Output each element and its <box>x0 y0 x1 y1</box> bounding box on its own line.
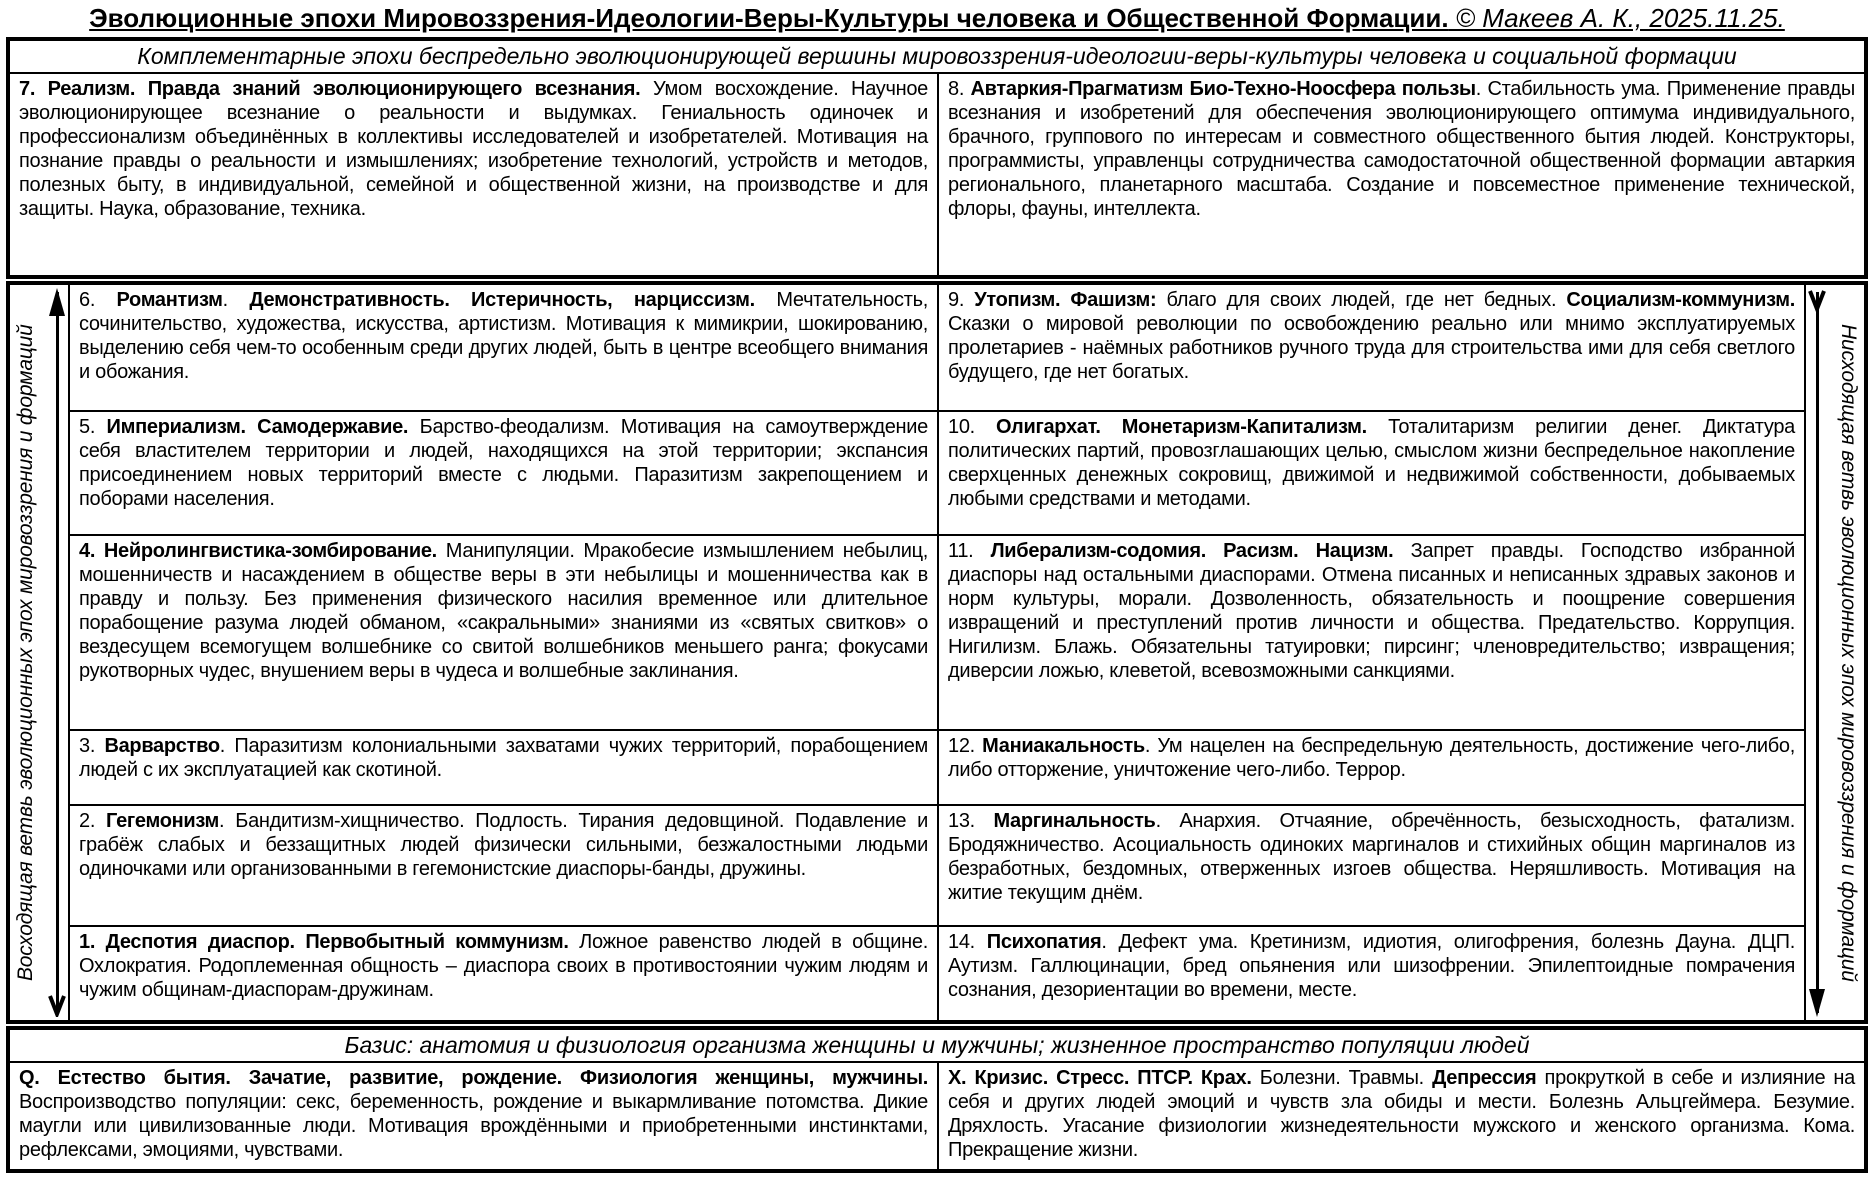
block-x-crisis: X. Кризис. Стресс. ПТСР. Крах. Болезни. Травмы. Депрессия прокруткой в себе и излияние на себя и других людей эмоций и чувств зла обиды и мести. Болезнь Альцгеймера. Безумие. Дряхлость. Угасание физиологии жизнедеятельности мужского и женского организма. Кома. Прекращение жизни. <box>937 1063 1864 1169</box>
epoch-block-14: 14. Психопатия. Дефект ума. Кретинизм, идиотия, олигофрения, болезнь Дауна. ДЦП. Аутизм. Галлюцинации, бред опьянения или шизофрении. Эпилептоидные помрачения сознания, дезориентации во времени, месте. <box>937 927 1804 1020</box>
epoch-block-9: 9. Утопизм. Фашизм: благо для своих людей, где нет бедных. Социализм-коммунизм. Сказки о мировой революции по освобождению реально или мнимо эксплуатируемых пролетариев - наёмных работников ручного труда для строительства ими для себя светлого будущего, где нет богатых. <box>937 285 1804 410</box>
epoch-grid <box>68 285 1806 1020</box>
epoch-block-4: 4. Нейролингвистика-зомбирование. Манипуляции. Мракобесие измышлением небылиц, мошенничеств и насаждением в обществе веры в эти небылицы и мошенничества как в правду и пользу. Без применения физического насилия временное или длительное порабощение разума людей обманом, «сакральными» знаниями из «святых свитков» о вездесущем всемогущем волшебнике со свитой волшебников меньшего ранга; фокусами рукотворных чудес, внушением веры в чудеса и волшебные заклинания. <box>79 540 929 682</box>
complementary-epochs-band: Комплементарные эпохи беспредельно эволюционирующей вершины мировоззрения-идеологии-веры-культуры человека и социальной формации <box>10 41 1864 74</box>
epoch-row-2 <box>70 410 1804 534</box>
epoch-block-1: 1. Деспотия диаспор. Первобытный коммунизм. Ложное равенство людей в общине. Охлократия. Родоплеменная общность – диаспора своих в противостоянии чужим людям и чужим общинам-диаспорам-дружинам. <box>79 931 929 1001</box>
epoch-block-6: 6. Романтизм. Демонстративность. Истеричность, нарциссизм. Мечтательность, сочинительство, художества, искусства, артистизм. Мотивация к мимикрии, шокированию, выделению себя чем-то особенным среди других людей, быть в центре всеобщего внимания и обожания. <box>79 289 928 383</box>
epoch-block-10: 10. Олигархат. Монетаризм-Капитализм. Тоталитаризм религии денег. Диктатура политических партий, провозглашающих целью, смыслом жизни беспредельное накопление сверхценных денежных сокровищ, движимой и недвижимой собственности, добываемых любыми средствами и методами. <box>937 412 1804 534</box>
top-section <box>6 37 1868 279</box>
ascending-axis-label: Восходящая ветвь эволюционных эпох мировоззрения и формаций <box>14 324 37 981</box>
top-columns <box>10 74 1864 275</box>
epoch-block-5: 5. Империализм. Самодержавие. Барство-феодализм. Мотивация на самоутверждение себя властителем территории и людей, находящихся на этой территории; экспансия присоединением новых территорий вместе с людьми. Паразитизм закрепощением и поборами населения. <box>79 416 928 510</box>
descending-axis <box>1806 285 1864 1020</box>
epoch-block-13: 13. Маргинальность. Анархия. Отчаяние, обречённость, безысходность, фатализм. Бродяжничество. Асоциальность одиноких маргиналов и стихийных общин маргиналов из безработных, бездомных, отверженных изгоев общества. Неряшливость. Мотивация на житие текущим днём. <box>937 806 1804 925</box>
epoch-row-6 <box>70 925 1804 1020</box>
down-arrow-icon <box>1808 288 1826 1017</box>
ascending-axis <box>10 285 68 1020</box>
epoch-block-3: 3. Варварство. Паразитизм колониальными захватами чужих территорий, порабощением людей с их эксплуатацией как скотиной. <box>79 735 928 781</box>
bottom-columns <box>10 1063 1864 1169</box>
epoch-row-4 <box>70 729 1804 804</box>
epoch-block-12: 12. Маниакальность. Ум нацелен на беспредельную деятельность, достижение чего-либо, либо отторжение, уничтожение чего-либо. Террор. <box>937 731 1804 804</box>
epoch-block-11: 11. Либерализм-содомия. Расизм. Нацизм. Запрет правды. Господство избранной диаспоры над остальными диаспорами. Отмена писанных и неписанных здравых законов и норм культуры, морали. Дозволенность, обязательность и поощрение совершения извращений и преступлений против личности и общества. Предательство. Коррупция. Нигилизм. Блажь. Обязательны татуировки; пирсинг; членовредительство; извращения; диверсии ложью, клеветой, всевозможными санкциями. <box>937 536 1804 729</box>
epoch-row-3 <box>70 534 1804 729</box>
epoch-row-1 <box>70 285 1804 410</box>
descending-axis-label: Нисходящая ветвь эволюционных эпох мировоззрения и формаций <box>1837 323 1860 982</box>
author-credit: © Макеев А. К., 2025.11.25. <box>1448 3 1785 33</box>
epoch-block-7: 7. Реализм. Правда знаний эволюционирующего всезнания. Умом восхождение. Научное эволюционирующее всезнание о реальности и выдумках. Гениальность одиночек и профессионализм объединённых в коллективы исследователей и изобретателей. Мотивация на познание правды о реальности и измышлениях; изобретение технологий, устройств и методов, полезных быту, в индивидуальной, семейной и общественной жизни, на производстве и для защиты. Наука, образование, техника. <box>19 78 928 220</box>
block-q-nature-of-being: Q. Естество бытия. Зачатие, развитие, рождение. Физиология женщины, мужчины. Воспроизводство популяции: секс, беременность, рождение и выкармливание потомства. Дикие маугли или цивилизованные люди. Мотивация врождёнными и приобретенными инстинктами, рефлексами, эмоциями, чувствами. <box>19 1067 928 1161</box>
document-title <box>6 2 1868 37</box>
document-title-text: Эволюционные эпохи Мировоззрения-Идеологии-Веры-Культуры человека и Общественной Формации. <box>89 3 1449 33</box>
middle-section <box>6 281 1868 1024</box>
epoch-row-5 <box>70 804 1804 925</box>
epoch-block-8: 8. Автаркия-Прагматизм Био-Техно-Ноосфера пользы. Стабильность ума. Применение правды всезнания и изобретений для обеспечения эволюционирующего оптимума индивидуального, брачного, группового по интересам и совместного общественного бытия людей. Конструкторы, программисты, управленцы сотрудничества самодостаточной общественной формации автаркия регионального, планетарного масштаба. Создание и повсеместное применение технической, флоры, фауны, интеллекта. <box>937 74 1864 275</box>
up-arrow-icon <box>48 288 66 1017</box>
epoch-block-2: 2. Гегемонизм. Бандитизм-хищничество. Подлость. Тирания дедовщиной. Подавление и грабёж слабых и беззащитных людей физически сильными, безжалостными людьми одиночками или организованными в гегемонистские диаспоры-банды, дружины. <box>79 810 928 880</box>
basis-band: Базис: анатомия и физиология организма женщины и мужчины; жизненное пространство популяции людей <box>10 1030 1864 1063</box>
bottom-section <box>6 1026 1868 1173</box>
